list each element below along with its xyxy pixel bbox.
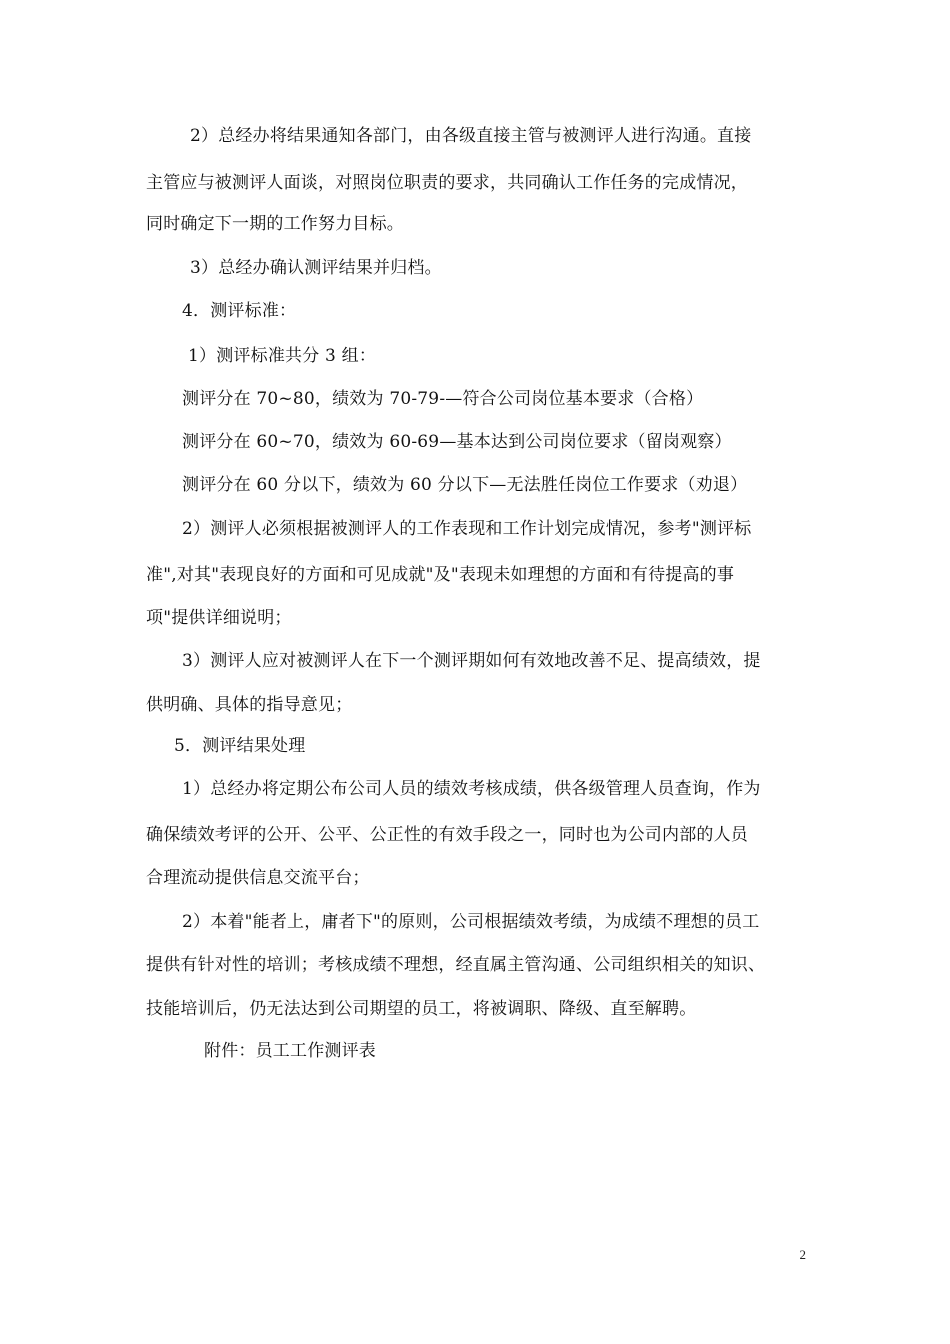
paragraph-line: 项"提供详细说明； bbox=[146, 608, 292, 628]
paragraph-line: 1）总经办将定期公布公司人员的绩效考核成绩，供各级管理人员查询，作为 bbox=[182, 779, 761, 799]
paragraph-line: 2）本着"能者上，庸者下"的原则，公司根据绩效考绩，为成绩不理想的员工 bbox=[182, 912, 760, 932]
paragraph-line: 1）测评标准共分 3 组： bbox=[188, 346, 377, 366]
paragraph-line: 确保绩效考评的公开、公平、公正性的有效手段之一，同时也为公司内部的人员 bbox=[146, 825, 748, 845]
section-heading: 5．测评结果处理 bbox=[174, 736, 306, 756]
criteria-line: 测评分在 60~70，绩效为 60-69—基本达到公司岗位要求（留岗观察） bbox=[182, 432, 732, 452]
paragraph-line: 主管应与被测评人面谈，对照岗位职责的要求，共同确认工作任务的完成情况， bbox=[146, 173, 748, 193]
paragraph-line: 2）测评人必须根据被测评人的工作表现和工作计划完成情况，参考"测评标 bbox=[182, 519, 752, 539]
paragraph-line: 同时确定下一期的工作努力目标。 bbox=[146, 214, 404, 234]
paragraph-line: 技能培训后，仍无法达到公司期望的员工，将被调职、降级、直至解聘。 bbox=[146, 999, 697, 1019]
criteria-line: 测评分在 70~80，绩效为 70-79-—符合公司岗位基本要求（合格） bbox=[182, 389, 704, 409]
section-heading: 4．测评标准： bbox=[182, 301, 297, 321]
page-number: 2 bbox=[799, 1247, 806, 1262]
paragraph-line: 3）测评人应对被测评人在下一个测评期如何有效地改善不足、提高绩效，提 bbox=[182, 651, 761, 671]
attachment-line: 附件：员工工作测评表 bbox=[204, 1041, 376, 1061]
paragraph-line: 准",对其"表现良好的方面和可见成就"及"表现未如理想的方面和有待提高的事 bbox=[146, 565, 735, 585]
paragraph-line: 2）总经办将结果通知各部门，由各级直接主管与被测评人进行沟通。直接 bbox=[190, 126, 752, 146]
paragraph-line: 供明确、具体的指导意见； bbox=[146, 695, 353, 715]
paragraph-line: 合理流动提供信息交流平台； bbox=[146, 868, 370, 888]
paragraph-line: 提供有针对性的培训；考核成绩不理想，经直属主管沟通、公司组织相关的知识、 bbox=[146, 955, 766, 975]
criteria-line: 测评分在 60 分以下，绩效为 60 分以下—无法胜任岗位工作要求（劝退） bbox=[182, 475, 748, 495]
paragraph-line: 3）总经办确认测评结果并归档。 bbox=[190, 258, 442, 278]
